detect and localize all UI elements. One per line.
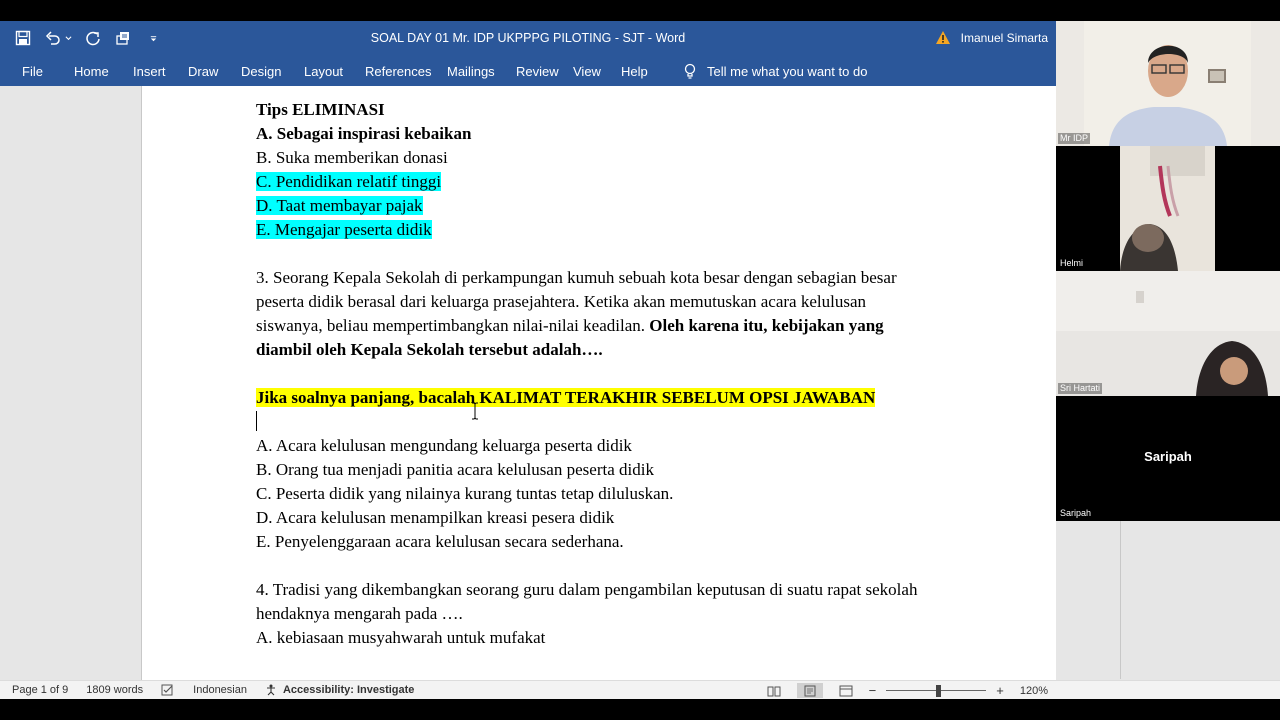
more-commands-icon[interactable] [144, 29, 162, 47]
ribbon-tabs-bar [0, 56, 1056, 86]
zoom-slider[interactable] [886, 685, 986, 697]
text-cursor [256, 411, 257, 431]
accessibility-icon[interactable] [265, 684, 279, 696]
q3-line-3-plain: siswanya, beliau mempertimbangkan nilai-nilai keadilan. [256, 316, 650, 335]
page-count[interactable]: Page 1 of 9 [12, 684, 69, 696]
q3-line-4: diambil oleh Kepala Sekolah tersebut adalah…. [256, 340, 603, 359]
q3-option-b: B. Orang tua menjadi panitia acara kelulusan peserta didik [256, 460, 654, 479]
word-window [0, 21, 1056, 699]
warning-icon[interactable] [935, 30, 951, 46]
tab-help[interactable]: Help [621, 64, 648, 79]
tips-heading: Tips ELIMINASI [256, 100, 385, 119]
accessibility-status[interactable]: Accessibility: Investigate [282, 684, 415, 696]
cropped-line [256, 86, 1016, 98]
tell-me-text: Tell me what you want to do [707, 63, 868, 79]
q4-option-a: A. kebiasaan musyahwarah untuk mufakat [256, 628, 546, 647]
video-tile-mr-idp[interactable] [1056, 21, 1280, 146]
q2-option-a: A. Sebagai inspirasi kebaikan [256, 124, 472, 143]
q3-option-a: A. Acara kelulusan mengundang keluarga peserta didik [256, 436, 632, 455]
q3-option-e: E. Penyelenggaraan acara kelulusan secara sederhana. [256, 532, 624, 551]
q3-line-3-bold: Oleh karena itu, kebijakan yang [649, 316, 884, 335]
tab-view[interactable]: View [573, 64, 601, 79]
q4-line-1: 4. Tradisi yang dikembangkan seorang guru dalam pengambilan keputusan di suatu rapat sekolah [256, 580, 918, 599]
undo-dropdown-icon[interactable] [64, 29, 72, 47]
participant-label: Saripah [1144, 449, 1192, 464]
redo-icon[interactable] [84, 29, 102, 47]
ibeam-cursor-icon [470, 402, 480, 420]
zoom-level[interactable]: 120% [1019, 684, 1048, 697]
video-tile-sri-hartati[interactable] [1056, 271, 1280, 396]
tab-file[interactable]: File [22, 64, 43, 79]
print-layout-icon [803, 685, 817, 697]
participant-name: Sri Hartati [1060, 383, 1101, 393]
participant-video-sri-hartati [1056, 271, 1280, 396]
tab-design[interactable]: Design [241, 64, 282, 79]
document-canvas-right [1056, 521, 1280, 699]
q3-option-c: C. Peserta didik yang nilainya kurang tuntas tetap diluluskan. [256, 484, 674, 503]
document-title: SOAL DAY 01 Mr. IDP UKPPPG PILOTING - SJT - Word [370, 31, 686, 45]
status-bar [0, 680, 1056, 699]
tab-layout[interactable]: Layout [304, 64, 344, 79]
tab-draw[interactable]: Draw [188, 64, 219, 79]
video-tile-helmi[interactable] [1056, 146, 1280, 271]
tab-references[interactable]: References [365, 64, 432, 79]
web-layout-icon [839, 685, 853, 697]
user-name[interactable]: Imanuel Simarta [960, 31, 1048, 45]
read-mode-button[interactable] [761, 683, 787, 698]
language[interactable]: Indonesian [193, 684, 247, 696]
tab-insert[interactable]: Insert [133, 64, 166, 79]
tab-review[interactable]: Review [516, 64, 559, 79]
save-icon[interactable] [14, 29, 32, 47]
undo-icon[interactable] [44, 29, 62, 47]
participant-name: Mr IDP [1060, 133, 1088, 143]
q3-line-1: 3. Seorang Kepala Sekolah di perkampungan kumuh sebuah kota besar dengan sebagian besar [256, 268, 897, 287]
customize-icon[interactable] [114, 29, 132, 47]
tab-home[interactable]: Home [74, 64, 109, 79]
participant-name: Helmi [1060, 258, 1084, 268]
title-bar [0, 21, 1056, 56]
read-mode-icon [767, 685, 781, 697]
top-black-bar [0, 0, 1280, 21]
tab-mailings[interactable]: Mailings [447, 64, 495, 79]
q2-option-d: D. Taat membayar pajak [256, 196, 423, 215]
word-count[interactable]: 1809 words [86, 684, 144, 696]
participant-name: Saripah [1060, 508, 1092, 518]
q3-option-d: D. Acara kelulusan menampilkan kreasi pesera didik [256, 508, 615, 527]
document-body[interactable] [256, 86, 1016, 650]
participant-video-helmi [1120, 146, 1215, 271]
user-area [935, 30, 1048, 46]
q4-line-2: hendaknya mengarah pada …. [256, 604, 463, 623]
q2-option-b: B. Suka memberikan donasi [256, 148, 448, 167]
video-tile-saripah[interactable] [1056, 396, 1280, 521]
ribbon-tabs [22, 64, 661, 79]
q2-option-e: E. Mengajar peserta didik [256, 220, 432, 239]
zoom-in-button[interactable]: + [996, 683, 1004, 698]
hint-line: Jika soalnya panjang, bacalah KALIMAT TERAKHIR SEBELUM OPSI JAWABAN [256, 388, 876, 407]
status-bar-right [1056, 680, 1280, 699]
q3-line-2: peserta didik berasal dari keluarga prasejahtera. Ketika akan memutuskan acara kelulusan [256, 292, 866, 311]
web-layout-button[interactable] [833, 683, 859, 698]
print-layout-button[interactable] [797, 683, 823, 698]
lightbulb-icon [683, 63, 697, 79]
tell-me-search[interactable] [683, 63, 867, 79]
proofing-icon[interactable] [161, 684, 175, 696]
zoom-slider-thumb[interactable] [936, 685, 941, 697]
participant-video-mr-idp [1084, 21, 1251, 146]
document-page[interactable] [141, 86, 1056, 680]
q2-option-c: C. Pendidikan relatif tinggi [256, 172, 442, 191]
quick-access-toolbar [14, 29, 162, 47]
zoom-out-button[interactable]: − [868, 683, 877, 698]
document-canvas [0, 86, 1056, 680]
